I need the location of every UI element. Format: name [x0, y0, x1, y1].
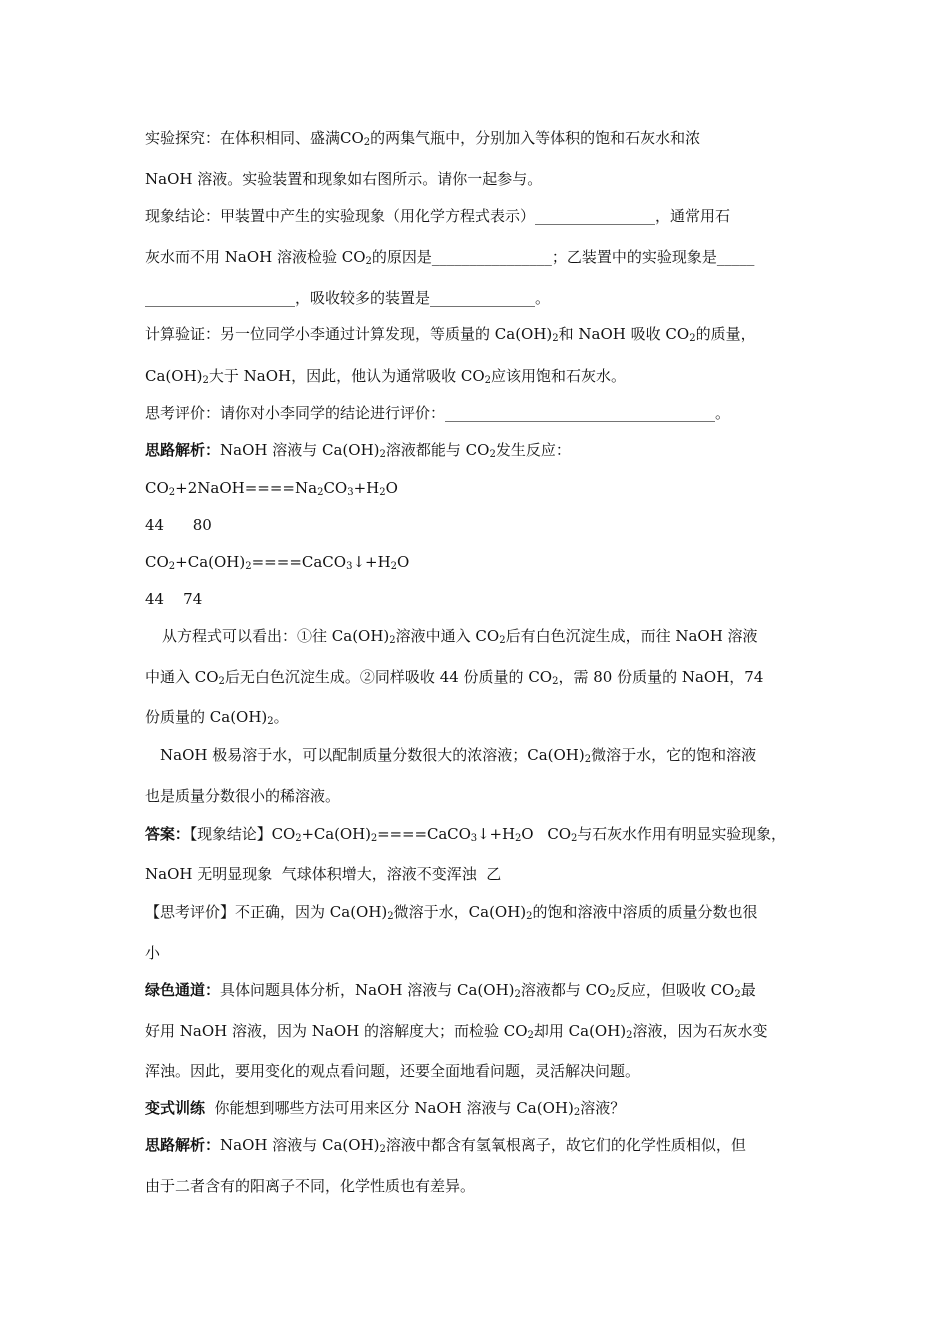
- text: 的两集气瓶中，分别加入等体积的饱和石灰水和浓: [370, 129, 701, 147]
- text-line: [145, 128, 700, 148]
- text: 份质量的 Ca(OH): [145, 708, 268, 726]
- text-line: [145, 169, 542, 189]
- text: 的质量，: [695, 325, 756, 343]
- text-line: [145, 943, 160, 963]
- subscript: 2: [734, 989, 741, 1000]
- text-line: [145, 864, 501, 884]
- subscript: 2: [168, 561, 176, 572]
- subscript: 2: [295, 833, 302, 844]
- subscript: 2: [689, 333, 696, 344]
- text-line: [160, 745, 756, 765]
- text: 溶液？: [580, 1099, 626, 1117]
- text: 你能想到哪些方法可用来区分 NaOH 溶液与 Ca(OH): [205, 1099, 574, 1117]
- text: 也是质量分数很小的稀溶液。: [145, 787, 341, 805]
- text-line: [145, 707, 289, 727]
- text-line: [145, 824, 786, 844]
- text: 后有白色沉淀生成，而往 NaOH 溶液: [505, 627, 758, 645]
- text-line: [145, 366, 626, 386]
- text: CO: [145, 479, 169, 497]
- text-line: [145, 980, 756, 1000]
- subscript: 2: [267, 716, 274, 727]
- section-label: 答案：: [145, 825, 190, 843]
- subscript: 2: [387, 911, 394, 922]
- text: 最: [740, 981, 756, 999]
- text: 后无白色沉淀生成。②同样吸收 44 份质量的 CO: [224, 668, 553, 686]
- subscript: 2: [484, 375, 492, 386]
- subscript: 2: [514, 833, 522, 844]
- text: O CO: [521, 825, 571, 843]
- text: 具体问题具体分析，NaOH 溶液与 Ca(OH): [220, 981, 515, 999]
- text: 思考评价：请你对小李同学的结论进行评价：____________________________________。: [145, 404, 731, 422]
- text: NaOH 溶液与 Ca(OH): [220, 441, 380, 459]
- text: 溶液都与 CO: [520, 981, 610, 999]
- subscript: 2: [379, 487, 386, 498]
- text-line: [145, 403, 730, 423]
- subscript: 2: [609, 989, 616, 1000]
- text-line: [145, 440, 571, 460]
- text: 溶液中通入 CO: [395, 627, 500, 645]
- text-line: [145, 324, 756, 344]
- text: 发生反应：: [495, 441, 571, 459]
- text-line: [145, 589, 202, 609]
- text: O: [385, 479, 398, 497]
- text: 微溶于水，Ca(OH): [393, 903, 527, 921]
- text: ====CaCO: [251, 553, 347, 571]
- subscript: 2: [552, 333, 559, 344]
- text: NaOH 无明显现象 气球体积增大，溶液不变浑浊 乙: [145, 865, 502, 883]
- subscript: 3: [346, 561, 353, 572]
- subscript: 2: [526, 911, 533, 922]
- text: 却用 Ca(OH): [533, 1022, 627, 1040]
- text: Ca(OH): [145, 367, 203, 385]
- subscript: 2: [245, 561, 252, 572]
- subscript: 2: [379, 449, 386, 460]
- subscript: 2: [370, 833, 378, 844]
- subscript: 2: [584, 754, 592, 765]
- text: +Ca(OH): [301, 825, 371, 843]
- subscript: 2: [571, 833, 578, 844]
- section-label: 思路解析：: [145, 1136, 221, 1154]
- subscript: 2: [527, 1030, 534, 1041]
- text: O: [397, 553, 410, 571]
- text: 计算验证：另一位同学小李通过计算发现，等质量的 Ca(OH): [145, 325, 553, 343]
- text: 溶液都能与 CO: [385, 441, 490, 459]
- text: 溶液，因为石灰水变: [632, 1022, 768, 1040]
- text-line: [145, 1098, 625, 1118]
- text: 实验探究：在体积相同、盛满: [145, 129, 341, 147]
- text: CO: [323, 479, 348, 497]
- section-label: 变式训练: [145, 1099, 206, 1117]
- text: 从方程式可以看出：①往 Ca(OH): [162, 627, 390, 645]
- text-line: [145, 1021, 768, 1041]
- text: +2NaOH====Na: [175, 479, 318, 497]
- text-line: [145, 1061, 640, 1081]
- text: 中通入 CO: [145, 668, 219, 686]
- subscript: 2: [489, 449, 496, 460]
- subscript: 3: [347, 487, 354, 498]
- text: CO: [145, 553, 169, 571]
- text: 44 80: [145, 516, 212, 534]
- text: 的原因是________________；乙装置中的实验现象是_____: [371, 248, 755, 266]
- text-line: [162, 626, 758, 646]
- text: 。: [273, 708, 289, 726]
- subscript: 2: [317, 487, 324, 498]
- subscript: 2: [626, 1030, 633, 1041]
- equation-line: [145, 478, 398, 498]
- subscript: 2: [390, 561, 398, 572]
- subscript: 2: [168, 487, 176, 498]
- text-line: [145, 288, 550, 308]
- text: 小: [145, 944, 161, 962]
- text: 的饱和溶液中溶质的质量分数也很: [532, 903, 758, 921]
- text-line: [145, 786, 340, 806]
- section-label: 思路解析：: [145, 441, 221, 459]
- text-line: [145, 902, 758, 922]
- text: ，需 80 份质量的 NaOH，74: [558, 668, 764, 686]
- text: 反应，但吸收 CO: [615, 981, 735, 999]
- text: 【思考评价】不正确，因为 Ca(OH): [145, 903, 388, 921]
- text-line: [145, 1135, 746, 1155]
- text: 由于二者含有的阳离子不同，化学性质也有差异。: [145, 1177, 476, 1195]
- subscript: 2: [363, 137, 371, 148]
- text: 浑浊。因此，要用变化的观点看问题，还要全面地看问题，灵活解决问题。: [145, 1062, 641, 1080]
- text: 大于 NaOH，因此，他认为通常吸收 CO: [208, 367, 485, 385]
- text: 44 74: [145, 590, 203, 608]
- text: NaOH 极易溶于水，可以配制质量分数很大的浓溶液；Ca(OH): [160, 746, 585, 764]
- subscript: 2: [573, 1107, 581, 1118]
- text: 与石灰水作用有明显实验现象，: [577, 825, 786, 843]
- subscript: 3: [470, 833, 478, 844]
- text: 应该用饱和石灰水。: [491, 367, 627, 385]
- subscript: 2: [514, 989, 521, 1000]
- text: 微溶于水，它的饱和溶液: [591, 746, 757, 764]
- text: 现象结论：甲装置中产生的实验现象（用化学方程式表示）________________，通常用石: [145, 207, 731, 225]
- subscript: 2: [218, 676, 225, 687]
- text: ↓+H: [477, 825, 515, 843]
- text: +Ca(OH): [175, 553, 246, 571]
- text-line: [145, 667, 763, 687]
- text: 【现象结论】CO: [189, 825, 296, 843]
- text-line: [145, 1176, 475, 1196]
- subscript: 2: [379, 1144, 386, 1155]
- section-label: 绿色通道：: [145, 981, 221, 999]
- text: NaOH 溶液与 Ca(OH): [220, 1136, 380, 1154]
- text: ====CaCO: [377, 825, 471, 843]
- text: ____________________，吸收较多的装置是______________。: [145, 289, 551, 307]
- text: 灰水而不用 NaOH 溶液检验 CO: [145, 248, 366, 266]
- text: 好用 NaOH 溶液，因为 NaOH 的溶解度大；而检验 CO: [145, 1022, 528, 1040]
- subscript: 2: [552, 676, 559, 687]
- subscript: 2: [389, 635, 396, 646]
- text: ↓+H: [352, 553, 391, 571]
- text-line: [145, 206, 730, 226]
- text-line: [145, 247, 754, 267]
- subscript: 2: [202, 375, 209, 386]
- text: NaOH 溶液。实验装置和现象如右图所示。请你一起参与。: [145, 170, 543, 188]
- text: 和 NaOH 吸收 CO: [558, 325, 690, 343]
- subscript: 2: [365, 256, 372, 267]
- text: CO: [340, 129, 364, 147]
- text-line: [145, 515, 212, 535]
- text: +H: [353, 479, 380, 497]
- subscript: 2: [499, 635, 506, 646]
- equation-line: [145, 552, 409, 572]
- text: 溶液中都含有氢氧根离子，故它们的化学性质相似，但: [385, 1136, 746, 1154]
